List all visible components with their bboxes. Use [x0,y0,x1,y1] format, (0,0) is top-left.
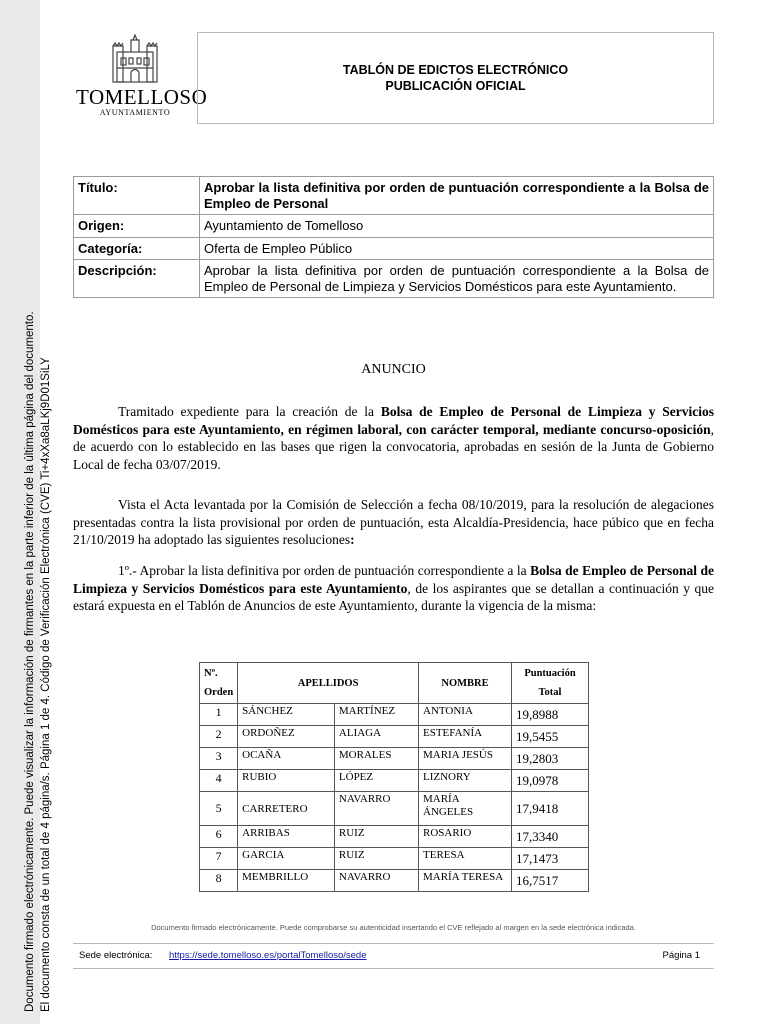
cell-apellido1: RUBIO [238,770,335,792]
p1-text-bold: Bolsa de Empleo de Personal de Limpieza y Servicios Domésticos para este Ayuntamiento, en régimen laboral, con carácter temporal, mediante concurso-oposición [73,404,714,437]
cell-puntuacion: 17,3340 [512,826,589,848]
cell-apellido2: LÓPEZ [334,770,418,792]
p1-text-a: Tramitado expediente para la creación de la [118,404,381,419]
paragraph-tramitado [73,403,714,473]
header-title-line2: PUBLICACIÓN OFICIAL [385,79,526,93]
cell-puntuacion: 19,2803 [512,748,589,770]
cell-nombre: ANTONIA [419,704,512,726]
cell-orden: 2 [200,726,238,748]
table-row [200,848,589,870]
tomelloso-logo [76,34,208,122]
cell-puntuacion: 16,7517 [512,870,589,892]
categoria-value: Oferta de Empleo Público [200,237,714,260]
cell-orden: 4 [200,770,238,792]
table-row [200,748,589,770]
p2-text: Vista el Acta levantada por la Comisión de Selección a fecha 08/10/2019, para la resolución de alegaciones presentadas contra la lista provisional por orden de puntuación, esta Alcaldía-Presidencia, hace púbico que en fecha 21/10/2019 ha adoptado las siguientes resoluciones [73,497,714,547]
table-row [200,726,589,748]
table-row [200,870,589,892]
paragraph-aprobar [73,562,714,615]
cve-line-signature: Documento firmado electrónicamente. Puede visualizar la información de firmantes en la parte inferior de la última página del documento. [24,311,36,1012]
cell-apellido1: SÁNCHEZ [238,704,335,726]
header-title-line1: TABLÓN DE EDICTOS ELECTRÓNICO [342,63,569,77]
cell-puntuacion: 17,9418 [512,792,589,826]
cell-nombre: TERESA [419,848,512,870]
cell-orden: 7 [200,848,238,870]
table-row [200,792,589,826]
cell-apellido2: MARTÍNEZ [334,704,418,726]
sede-link[interactable]: https://sede.tomelloso.es/portalTomelloso/sede [169,950,367,961]
cell-apellido2: NAVARRO [334,870,418,892]
cell-apellido2: MORALES [334,748,418,770]
cell-apellido1: CARRETERO [238,792,335,826]
page-number: Página 1 [662,950,700,961]
cell-nombre: LIZNORY [419,770,512,792]
info-row-categoria [74,237,714,260]
origen-value: Ayuntamiento de Tomelloso [200,215,714,238]
cve-side-text [22,311,54,1012]
logo-town-name: TOMELLOSO [76,85,208,109]
p2-colon: : [350,532,355,547]
ranking-header-row [200,663,589,704]
cell-orden: 5 [200,792,238,826]
paragraph-vista-acta [73,496,714,549]
town-hall-icon [109,34,161,84]
cell-apellido1: MEMBRILLO [238,870,335,892]
p3-text-bold: Bolsa de Empleo de Personal de Limpieza y Servicios Domésticos para este Ayuntamiento [73,563,714,596]
p3-text-a: 1º.- Aprobar la lista definitiva por orden de puntuación correspondiente a la [118,563,531,578]
titulo-label: Título: [74,177,200,215]
info-row-origen [74,215,714,238]
ranking-table [199,662,589,892]
descripcion-value: Aprobar la lista definitiva por orden de puntuación correspondiente a la Bolsa de Empleo de Personal de Limpieza y Servicios Domésticos para este Ayuntamiento. [200,260,714,298]
cell-nombre: ROSARIO [419,826,512,848]
cell-orden: 8 [200,870,238,892]
cell-orden: 6 [200,826,238,848]
cell-orden: 3 [200,748,238,770]
p1-text-b: , de acuerdo con lo establecido en las bases que rigen la convocatoria, aprobadas en sesión de la Junta de Gobierno Local de fecha 03/07/2019. [73,421,714,472]
header-nombre: NOMBRE [419,663,512,704]
page-footer [73,943,714,969]
table-row [200,704,589,726]
descripcion-label: Descripción: [74,260,200,298]
cell-apellido1: ARRIBAS [238,826,335,848]
cell-apellido2: ALIAGA [334,726,418,748]
edict-info-table [73,176,714,298]
table-row [200,826,589,848]
sede-label: Sede electrónica: [79,950,153,961]
table-row [200,770,589,792]
cell-puntuacion: 19,5455 [512,726,589,748]
cell-puntuacion: 17,1473 [512,848,589,870]
cell-apellido1: OCAÑA [238,748,335,770]
origen-label: Origen: [74,215,200,238]
cell-puntuacion: 19,0978 [512,770,589,792]
cell-nombre: MARÍA ÁNGELES [419,792,512,826]
info-row-descripcion [74,260,714,298]
p3-text-b: , de los aspirantes que se detallan a continuación y que estará expuesta en el Tablón de Anuncios de este Ayuntamiento, durante la vigencia de la misma: [73,580,714,613]
cell-nombre: MARÍA TERESA [419,870,512,892]
cell-orden: 1 [200,704,238,726]
cell-apellido2: NAVARRO [334,792,418,826]
cell-nombre: ESTEFANÍA [419,726,512,748]
info-row-titulo [74,177,714,215]
anuncio-heading: ANUNCIO [361,362,426,377]
header-orden: Nº. Orden [200,663,238,704]
titulo-value: Aprobar la lista definitiva por orden de puntuación correspondiente a la Bolsa de Empleo de Personal [200,177,714,215]
cell-apellido1: ORDOÑEZ [238,726,335,748]
header-title-box [197,32,714,124]
categoria-label: Categoría: [74,237,200,260]
cell-apellido2: RUIZ [334,848,418,870]
cell-nombre: MARIA JESÚS [419,748,512,770]
cve-line-code: El documento consta de un total de 4 página/s. Página 1 de 4. Código de Verificación Electrónica (CVE) Ti+4xXa8aLKj9D01SiLY [40,357,52,1012]
header-puntuacion: Puntuación Total [512,663,589,704]
cell-puntuacion: 19,8988 [512,704,589,726]
cell-apellido1: GARCIA [238,848,335,870]
signature-footnote: Documento firmado electrónicamente. Puede comprobarse su autenticidad insertando el CVE reflejado al margen en la sede electrónica indicada. [151,923,636,932]
logo-subtitle: AYUNTAMIENTO [99,108,171,117]
header-apellidos: APELLIDOS [238,663,419,704]
cell-apellido2: RUIZ [334,826,418,848]
